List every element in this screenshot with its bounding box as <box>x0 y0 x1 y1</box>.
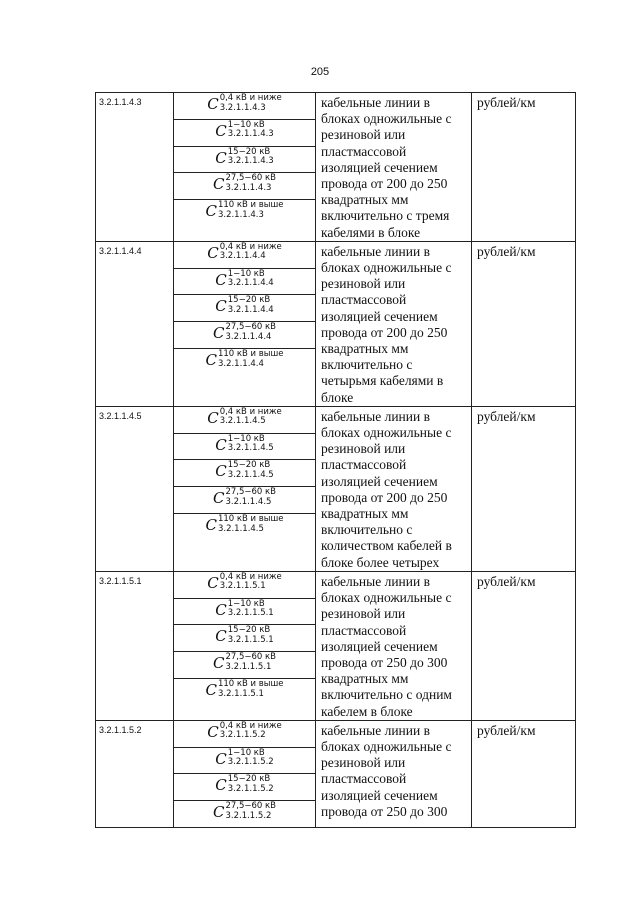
coefficient-symbol: C <box>215 749 227 768</box>
tariff-table <box>95 92 576 828</box>
table-row <box>96 241 576 406</box>
voltage-superscript: 27,5−60 кВ <box>225 801 276 812</box>
coefficient-cell <box>174 801 315 827</box>
coefficient-formula <box>205 350 283 370</box>
row-description: кабельные линии в блоках одножильные с резиновой или пластмассовой изоляцией сечением провода от 200 до 250 квадратных мм включительно с тремя кабелями в блоке <box>316 93 472 242</box>
coefficient-scripts <box>228 148 274 167</box>
coefficient-symbol: C <box>205 681 217 700</box>
coefficient-symbol: C <box>215 270 227 289</box>
code-subscript: 3.2.1.1.5.2 <box>227 783 274 794</box>
voltage-superscript: 15−20 кВ <box>227 460 271 471</box>
voltage-superscript: 110 кВ и выше <box>217 200 284 211</box>
code-subscript: 3.2.1.1.5.1 <box>219 581 266 592</box>
code-subscript: 3.2.1.1.4.4 <box>227 278 274 289</box>
row-description: кабельные линии в блоках одножильные с резиновой или пластмассовой изоляцией сечением провода от 250 до 300 квадратных мм включительно с одним кабелем в блоке <box>316 571 472 720</box>
coefficient-symbol: C <box>215 600 227 619</box>
coefficient-scripts <box>225 174 276 193</box>
row-code: 3.2.1.1.5.1 <box>96 571 174 720</box>
coefficient-scripts <box>228 461 274 480</box>
coefficient-symbol: C <box>215 462 227 481</box>
voltage-superscript: 27,5−60 кВ <box>225 173 276 184</box>
code-subscript: 3.2.1.1.4.3 <box>225 182 272 193</box>
coefficient-scripts <box>228 600 274 619</box>
code-subscript: 3.2.1.1.4.5 <box>217 523 264 534</box>
coefficient-formula <box>213 653 276 673</box>
coefficient-symbol: C <box>212 654 225 673</box>
coefficient-cell <box>174 93 315 120</box>
coefficient-formula <box>215 749 273 769</box>
voltage-superscript: 27,5−60 кВ <box>225 322 276 333</box>
voltage-superscript: 15−20 кВ <box>227 774 271 785</box>
coefficient-cell <box>174 295 315 322</box>
coefficient-list <box>174 241 316 406</box>
row-description: кабельные линии в блоках одножильные с резиновой или пластмассовой изоляцией сечением провода от 200 до 250 квадратных мм включительно с количеством кабелей в блоке более четырех <box>316 406 472 571</box>
voltage-superscript: 0,4 кВ и ниже <box>219 406 282 417</box>
row-code: 3.2.1.1.4.4 <box>96 241 174 406</box>
coefficient-scripts <box>220 722 282 741</box>
row-code: 3.2.1.1.5.2 <box>96 720 174 827</box>
coefficient-formula <box>215 296 273 316</box>
voltage-superscript: 1−10 кВ <box>227 747 265 758</box>
voltage-superscript: 15−20 кВ <box>227 295 271 306</box>
table-row <box>96 571 576 720</box>
coefficient-symbol: C <box>215 435 227 454</box>
voltage-superscript: 1−10 кВ <box>227 119 265 130</box>
coefficient-cell <box>174 349 315 376</box>
coefficient-symbol: C <box>207 573 219 592</box>
coefficient-scripts <box>220 243 282 262</box>
code-subscript: 3.2.1.1.5.1 <box>217 688 264 699</box>
row-unit: рублей/км <box>472 571 576 720</box>
coefficient-scripts <box>228 121 274 140</box>
code-subscript: 3.2.1.1.4.4 <box>225 331 272 342</box>
coefficient-formula <box>215 600 273 620</box>
coefficient-formula <box>213 174 276 194</box>
coefficient-symbol: C <box>207 243 219 262</box>
voltage-superscript: 15−20 кВ <box>227 625 271 636</box>
coefficient-formula <box>207 408 282 428</box>
coefficient-formula <box>207 573 282 593</box>
coefficient-cell <box>174 625 315 652</box>
coefficient-formula <box>215 270 273 290</box>
coefficient-symbol: C <box>212 324 225 343</box>
row-code: 3.2.1.1.4.3 <box>96 93 174 242</box>
coefficient-formula <box>207 722 282 742</box>
coefficient-cell <box>174 242 315 269</box>
coefficient-cell <box>174 679 315 706</box>
code-subscript: 3.2.1.1.5.1 <box>227 608 274 619</box>
coefficient-symbol: C <box>215 297 227 316</box>
voltage-superscript: 27,5−60 кВ <box>225 487 276 498</box>
coefficient-symbol: C <box>207 95 219 113</box>
coefficient-cell <box>174 514 315 541</box>
code-subscript: 3.2.1.1.4.4 <box>219 251 266 262</box>
table-row <box>96 93 576 242</box>
coefficient-formula <box>213 323 276 343</box>
coefficient-formula <box>215 626 273 646</box>
voltage-superscript: 0,4 кВ и ниже <box>219 93 282 103</box>
coefficient-cell <box>174 147 315 174</box>
row-description: кабельные линии в блоках одножильные с резиновой или пластмассовой изоляцией сечением провода от 250 до 300 <box>316 720 472 827</box>
coefficient-cell <box>174 721 315 748</box>
coefficient-cell <box>174 269 315 296</box>
coefficient-symbol: C <box>212 803 225 822</box>
table-row <box>96 720 576 827</box>
row-unit: рублей/км <box>472 406 576 571</box>
coefficient-symbol: C <box>215 776 227 795</box>
coefficient-scripts <box>220 408 282 427</box>
voltage-superscript: 1−10 кВ <box>227 433 265 444</box>
coefficient-symbol: C <box>212 489 225 508</box>
row-unit: рублей/км <box>472 720 576 827</box>
coefficient-scripts <box>228 270 274 289</box>
code-subscript: 3.2.1.1.5.2 <box>227 757 274 768</box>
code-subscript: 3.2.1.1.4.4 <box>217 358 264 369</box>
page-number: 205 <box>310 66 330 78</box>
coefficient-cell <box>174 407 315 434</box>
coefficient-cell <box>174 487 315 514</box>
code-subscript: 3.2.1.1.4.5 <box>225 496 272 507</box>
coefficient-list <box>174 406 316 571</box>
code-subscript: 3.2.1.1.4.5 <box>227 469 274 480</box>
coefficient-scripts <box>228 296 274 315</box>
voltage-superscript: 1−10 кВ <box>227 268 265 279</box>
coefficient-scripts <box>225 323 276 342</box>
coefficient-cell <box>174 434 315 461</box>
coefficient-cell <box>174 200 315 227</box>
code-subscript: 3.2.1.1.5.1 <box>225 661 272 672</box>
code-subscript: 3.2.1.1.5.2 <box>225 810 272 821</box>
coefficient-cell <box>174 322 315 349</box>
coefficient-symbol: C <box>215 121 227 140</box>
coefficient-scripts <box>225 802 276 821</box>
coefficient-formula <box>215 148 273 168</box>
coefficient-symbol: C <box>212 175 225 194</box>
coefficient-scripts <box>228 775 274 794</box>
voltage-superscript: 15−20 кВ <box>227 146 271 157</box>
coefficient-formula <box>207 94 282 114</box>
coefficient-symbol: C <box>215 627 227 646</box>
coefficient-list <box>174 93 316 242</box>
row-unit: рублей/км <box>472 241 576 406</box>
coefficient-formula <box>213 488 276 508</box>
table-row <box>96 406 576 571</box>
coefficient-formula <box>207 243 282 263</box>
coefficient-formula <box>205 515 283 535</box>
row-description: кабельные линии в блоках одножильные с резиновой или пластмассовой изоляцией сечением провода от 200 до 250 квадратных мм включительно с четырьмя кабелями в блоке <box>316 241 472 406</box>
coefficient-symbol: C <box>207 722 219 741</box>
code-subscript: 3.2.1.1.4.4 <box>227 304 274 315</box>
row-code: 3.2.1.1.4.5 <box>96 406 174 571</box>
coefficient-scripts <box>225 488 276 507</box>
coefficient-cell <box>174 652 315 679</box>
coefficient-scripts <box>228 626 274 645</box>
coefficient-symbol: C <box>215 148 227 167</box>
coefficient-scripts <box>218 680 284 699</box>
coefficient-scripts <box>218 350 284 369</box>
coefficient-cell <box>174 572 315 599</box>
coefficient-scripts <box>228 435 274 454</box>
coefficient-cell <box>174 774 315 801</box>
code-subscript: 3.2.1.1.4.3 <box>227 129 274 140</box>
coefficient-scripts <box>218 515 284 534</box>
coefficient-symbol: C <box>205 351 217 370</box>
coefficient-cell <box>174 748 315 775</box>
code-subscript: 3.2.1.1.4.3 <box>219 102 266 113</box>
voltage-superscript: 0,4 кВ и ниже <box>219 720 282 731</box>
code-subscript: 3.2.1.1.4.3 <box>227 156 274 167</box>
coefficient-symbol: C <box>205 516 217 535</box>
coefficient-cell <box>174 599 315 626</box>
code-subscript: 3.2.1.1.4.3 <box>217 209 264 220</box>
table-body <box>96 93 576 828</box>
coefficient-scripts <box>218 201 284 220</box>
coefficient-list <box>174 571 316 720</box>
voltage-superscript: 110 кВ и выше <box>217 514 284 525</box>
coefficient-formula <box>215 461 273 481</box>
row-unit: рублей/км <box>472 93 576 242</box>
coefficient-cell <box>174 173 315 200</box>
voltage-superscript: 1−10 кВ <box>227 598 265 609</box>
coefficient-symbol: C <box>207 408 219 427</box>
coefficient-scripts <box>225 653 276 672</box>
coefficient-formula <box>205 201 283 221</box>
voltage-superscript: 0,4 кВ и ниже <box>219 241 282 252</box>
coefficient-formula <box>213 802 276 822</box>
voltage-superscript: 110 кВ и выше <box>217 349 284 360</box>
code-subscript: 3.2.1.1.5.1 <box>227 634 274 645</box>
coefficient-symbol: C <box>205 202 217 221</box>
code-subscript: 3.2.1.1.4.5 <box>227 443 274 454</box>
coefficient-list <box>174 720 316 827</box>
coefficient-formula <box>215 121 273 141</box>
coefficient-cell <box>174 460 315 487</box>
coefficient-cell <box>174 120 315 147</box>
voltage-superscript: 110 кВ и выше <box>217 679 284 690</box>
coefficient-scripts <box>228 749 274 768</box>
code-subscript: 3.2.1.1.5.2 <box>219 730 266 741</box>
coefficient-scripts <box>220 573 282 592</box>
coefficient-formula <box>215 435 273 455</box>
code-subscript: 3.2.1.1.4.5 <box>219 416 266 427</box>
coefficient-scripts <box>220 94 282 113</box>
coefficient-formula <box>215 775 273 795</box>
coefficient-formula <box>205 680 283 700</box>
voltage-superscript: 0,4 кВ и ниже <box>219 571 282 582</box>
voltage-superscript: 27,5−60 кВ <box>225 652 276 663</box>
